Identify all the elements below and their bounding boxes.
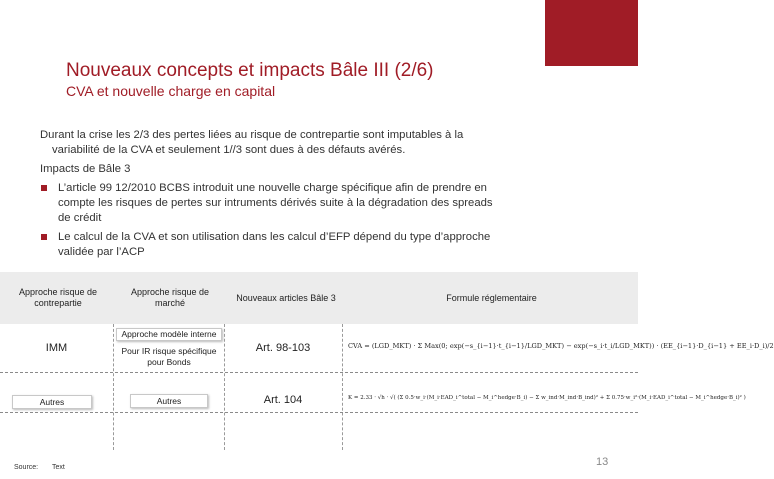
- slide-title: Nouveaux concepts et impacts Bâle III (2/6): [66, 60, 434, 81]
- bullet-square-icon: [41, 234, 47, 240]
- header-new-articles: Nouveaux articles Bâle 3: [236, 292, 336, 303]
- row-other-counterparty: Autres: [12, 395, 92, 409]
- source-text: Text: [52, 464, 65, 471]
- row-other-formula: K = 2.33 · √h · √( (Σ 0.5·w_i·(M_i·EAD_i^total − M_i^hedge·B_i) − Σ w_ind·M_ind·B_ind)² + Σ 0.75·w_i²·(M_i·EAD_i^total − M_i^hedge·B_i)² ): [348, 395, 746, 401]
- header-regulatory-formula: Formule réglementaire: [446, 292, 537, 303]
- row-imm-formula: CVA = (LGD_MKT) · Σ Max(0; exp(−s_{i−1}·t_{i−1}/LGD_MKT) − exp(−s_i·t_i/LGD_MKT)) · (EE_{i−1}·D_{i−1} + EE_i·D_i)/2: [348, 342, 774, 350]
- row-imm-market-model: Approche modèle interne: [116, 328, 222, 341]
- slide-subtitle: CVA et nouvelle charge en capital: [66, 83, 276, 99]
- bullet-item: [40, 181, 600, 226]
- impacts-heading: Impacts de Bâle 3: [40, 163, 131, 175]
- slide-body: [40, 128, 600, 260]
- row-imm-market-scope: Pour IR risque spécifique pour Bonds: [121, 346, 217, 367]
- bullet-line: validée par l’ACP: [58, 246, 145, 258]
- intro-line: variabilité de la CVA et seulement 1//3 sont dues à des défauts avérés.: [52, 144, 406, 156]
- header-market-approach: Approche risque de marché: [130, 287, 210, 308]
- source-label: Source:: [14, 464, 39, 471]
- bullet-line: L’article 99 12/2010 BCBS introduit une nouvelle charge spécifique afin de prendre en: [58, 182, 487, 194]
- bullet-square-icon: [41, 185, 47, 191]
- bullet-line: Le calcul de la CVA et son utilisation dans les calcul d’EFP dépend du type d’approche: [58, 231, 491, 243]
- bullet-line: de crédit: [58, 212, 102, 224]
- row-divider: [0, 412, 638, 413]
- row-imm-counterparty: IMM: [45, 342, 68, 354]
- column-divider: [113, 324, 114, 450]
- column-divider: [342, 324, 343, 450]
- header-counterparty-approach: Approche risque de contrepartie: [18, 287, 98, 308]
- row-divider: [0, 372, 638, 373]
- bullet-line: compte les risques de pertes sur intruments dérivés suite à la dégradation des spreads: [58, 197, 493, 209]
- intro-line: Durant la crise les 2/3 des pertes liées au risque de contrepartie sont imputables à la: [40, 129, 464, 141]
- row-other-market: Autres: [130, 394, 208, 408]
- bullet-item: [40, 230, 600, 260]
- corner-accent-block: [545, 0, 638, 66]
- page-number: 13: [596, 456, 609, 468]
- row-other-articles: Art. 104: [263, 394, 303, 406]
- row-imm-articles: Art. 98-103: [255, 342, 311, 354]
- regulatory-table: [0, 272, 774, 450]
